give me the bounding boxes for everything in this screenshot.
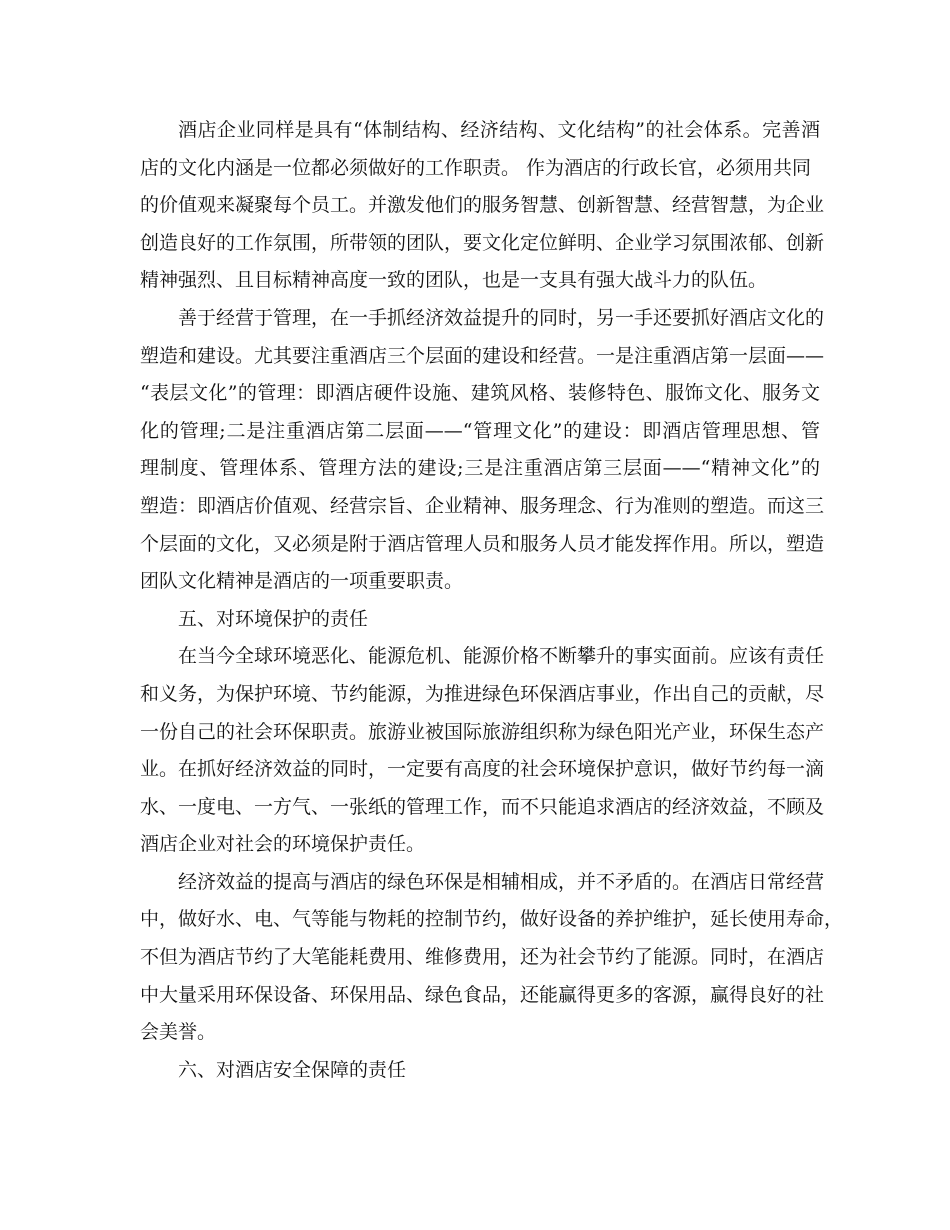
paragraph-line: 团队文化精神是酒店的一项重要职责。 <box>140 570 464 593</box>
paragraph-line: 个层面的文化，又必须是附于酒店管理人员和服务人员才能发挥作用。所以，塑造 <box>140 532 825 555</box>
paragraph-line: 一份自己的社会环保职责。旅游业被国际旅游组织称为绿色阳光产业，环保生态产 <box>140 720 825 743</box>
paragraph-line: 酒店企业同样是具有“体制结构、经济结构、文化结构”的社会体系。完善酒 <box>178 119 820 141</box>
paragraph-line: 塑造和建设。尤其要注重酒店三个层面的建设和经营。一是注重酒店第一层面—— <box>140 344 825 367</box>
paragraph-line: 会美誉。 <box>140 1021 217 1044</box>
paragraph-line: 中，做好水、电、气等能与物耗的控制节约，做好设备的养护维护，延长使用寿命， <box>140 908 844 931</box>
paragraph-line: 创造良好的工作氛围，所带领的团队，要文化定位鲜明、企业学习氛围浓郁、创新 <box>140 231 825 254</box>
paragraph-line: 经济效益的提高与酒店的绿色环保是相辅相成，并不矛盾的。在酒店日常经营 <box>178 870 825 893</box>
paragraph-line: 业。在抓好经济效益的同时，一定要有高度的社会环境保护意识，做好节约每一滴 <box>140 758 825 781</box>
paragraph-line: 的价值观来凝聚每个员工。并激发他们的服务智慧、创新智慧、经营智慧，为企业 <box>140 194 825 217</box>
paragraph-line: 水、一度电、一方气、一张纸的管理工作，而不只能追求酒店的经济效益，不顾及 <box>140 795 825 818</box>
paragraph-line: 善于经营于管理，在一手抓经济效益提升的同时，另一手还要抓好酒店文化的 <box>178 306 825 329</box>
paragraph-line: 和义务，为保护环境、节约能源，为推进绿色环保酒店事业，作出自己的贡献，尽 <box>140 682 825 705</box>
document-body <box>140 112 844 1089</box>
paragraph-line: 塑造：即酒店价值观、经营宗旨、企业精神、服务理念、行为准则的塑造。而这三 <box>140 494 825 517</box>
paragraph-line: 中大量采用环保设备、环保用品、绿色食品，还能赢得更多的客源，赢得良好的社 <box>140 983 825 1006</box>
paragraph-line: 不但为酒店节约了大笔能耗费用、维修费用，还为社会节约了能源。同时，在酒店 <box>140 946 825 969</box>
paragraph-line: 店的文化内涵是一位都必须做好的工作职责。 作为酒店的行政长官，必须用共同 <box>140 156 812 179</box>
paragraph-line: 酒店企业对社会的环境保护责任。 <box>140 833 426 856</box>
paragraph-line: 化的管理;二是注重酒店第二层面——“管理文化”的建设：即酒店管理思想、管 <box>140 419 820 442</box>
paragraph-line: “表层文化”的管理：即酒店硬件设施、建筑风格、装修特色、服饰文化、服务文 <box>140 382 820 405</box>
paragraph-line: 理制度、管理体系、管理方法的建设;三是注重酒店第三层面——“精神文化”的 <box>140 457 820 480</box>
paragraph-line: 精神强烈、且目标精神高度一致的团队，也是一支具有强大战斗力的队伍。 <box>140 269 768 292</box>
paragraph-line: 在当今全球环境恶化、能源危机、能源价格不断攀升的事实面前。应该有责任 <box>178 645 825 668</box>
section-heading: 六、对酒店安全保障的责任 <box>178 1058 407 1081</box>
section-heading: 五、对环境保护的责任 <box>178 607 369 630</box>
